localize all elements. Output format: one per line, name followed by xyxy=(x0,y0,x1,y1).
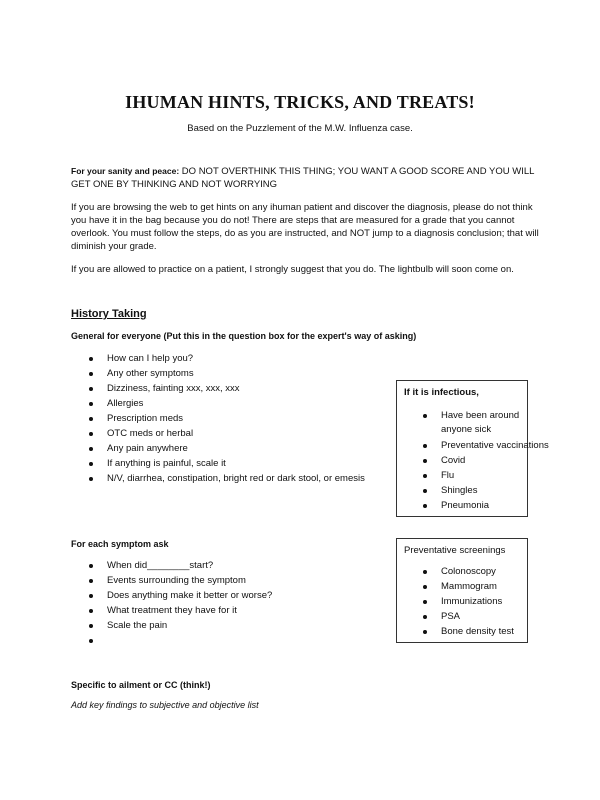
list-item: What treatment they have for it xyxy=(89,603,272,618)
sanity-text: DO NOT OVERTHINK THIS THING; YOU WANT A GOOD SCORE AND YOU WILL GET ONE BY THINKING AND NOT WORRYING xyxy=(71,166,535,190)
list-item: Does anything make it better or worse? xyxy=(89,588,272,603)
history-taking-heading: History Taking xyxy=(71,308,147,320)
general-list xyxy=(89,351,365,486)
list-item: Events surrounding the symptom xyxy=(89,573,272,588)
list-item: When did________start? xyxy=(89,558,272,573)
list-item xyxy=(89,633,272,648)
list-item: Prescription meds xyxy=(89,411,365,426)
document-subtitle: Based on the Puzzlement of the M.W. Influenza case. xyxy=(187,123,413,134)
symptom-list xyxy=(89,558,272,648)
list-item: Allergies xyxy=(89,396,365,411)
symptom-heading: For each symptom ask xyxy=(71,539,169,549)
list-item: PSA xyxy=(423,609,514,624)
practice-paragraph: If you are allowed to practice on a patient, I strongly suggest that you do. The lightbulb will soon come on. xyxy=(71,264,514,275)
list-item: Any other symptoms xyxy=(89,366,365,381)
list-item: Dizziness, fainting xxx, xxx, xxx xyxy=(89,381,365,396)
list-item: Any pain anywhere xyxy=(89,441,365,456)
list-item: Have been around anyone sick xyxy=(423,409,523,438)
list-item: Preventative vaccinations xyxy=(423,438,523,453)
browsing-paragraph: If you are browsing the web to get hints on any ihuman patient and discover the diagnosis, please do not think you have it in the bag because you do not! There are steps that are measured for a grade that you cannot overlook. You must follow the steps, do as you are instructed, and NOT jump to a diagnosis conclusion; that will diminish your grade. xyxy=(71,202,539,252)
list-item: OTC meds or herbal xyxy=(89,426,365,441)
document-title: IHUMAN HINTS, TRICKS, AND TREATS! xyxy=(125,92,475,112)
list-item: Bone density test xyxy=(423,624,514,639)
screening-box-title: Preventative screenings xyxy=(404,545,506,556)
infectious-list xyxy=(423,409,549,513)
list-item: Flu xyxy=(423,468,523,483)
list-item: Shingles xyxy=(423,483,523,498)
screening-list xyxy=(423,564,514,639)
screening-box xyxy=(396,538,528,643)
infectious-box-title: If it is infectious, xyxy=(404,387,479,398)
list-item: Covid xyxy=(423,453,523,468)
list-item: Colonoscopy xyxy=(423,564,514,579)
sanity-paragraph xyxy=(71,165,541,191)
list-item: If anything is painful, scale it xyxy=(89,456,365,471)
infectious-box xyxy=(396,380,549,517)
list-item: N/V, diarrhea, constipation, bright red or dark stool, or emesis xyxy=(89,471,365,486)
general-heading: General for everyone (Put this in the question box for the expert's way of asking) xyxy=(71,331,417,341)
sanity-lead: For your sanity and peace: xyxy=(71,166,180,176)
specific-heading: Specific to ailment or CC (think!) xyxy=(71,680,211,690)
specific-note: Add key findings to subjective and objective list xyxy=(71,700,259,710)
list-item: How can I help you? xyxy=(89,351,365,366)
list-item: Scale the pain xyxy=(89,618,272,633)
list-item: Pneumonia xyxy=(423,498,523,513)
list-item: Immunizations xyxy=(423,594,514,609)
list-item: Mammogram xyxy=(423,579,514,594)
